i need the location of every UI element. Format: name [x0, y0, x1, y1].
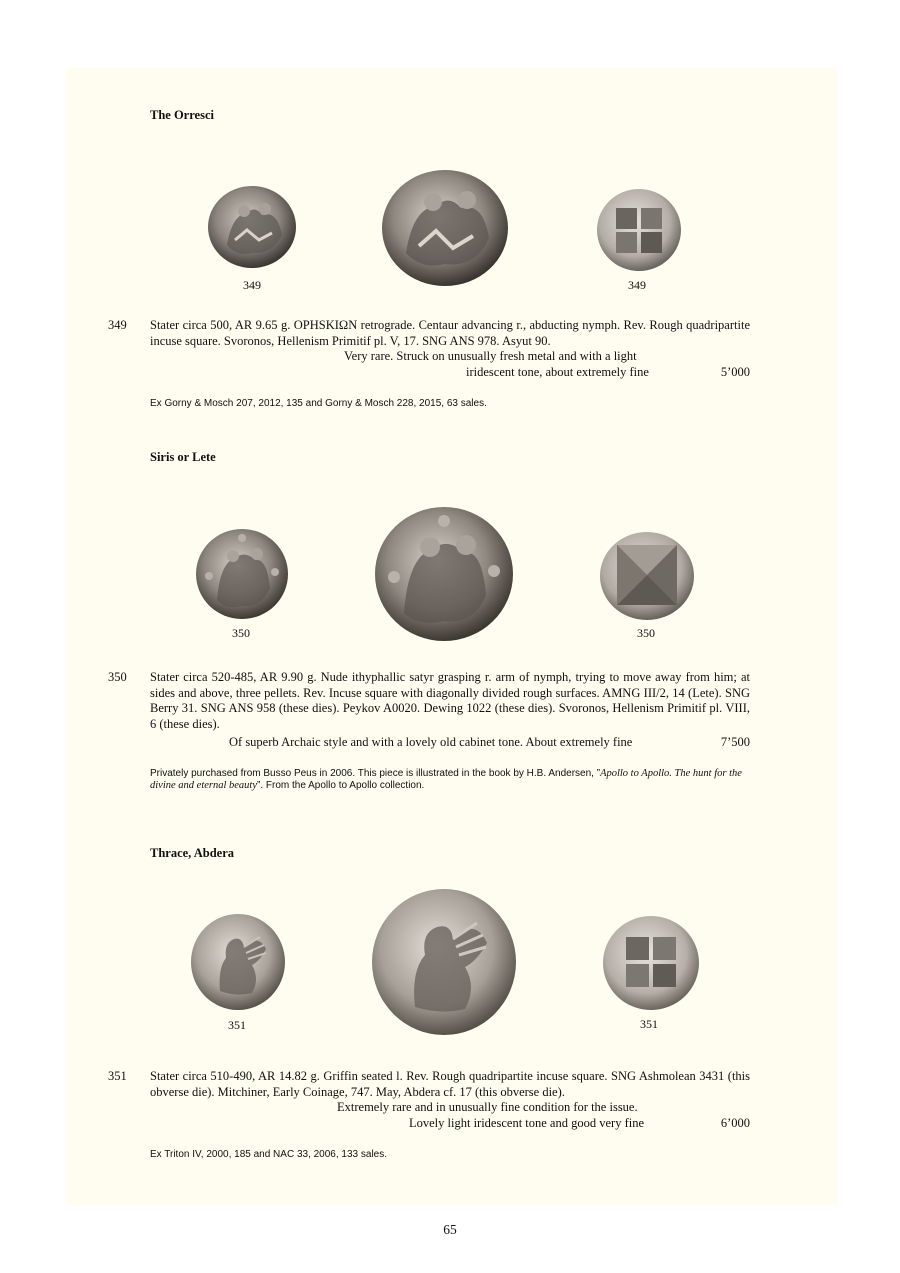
lot-grade: Lovely light iridescent tone and good very fine	[409, 1116, 645, 1130]
lot-estimate: 6’000	[720, 1116, 750, 1130]
coin-obverse-large-351-icon	[371, 887, 517, 1037]
lot-number: 350	[108, 670, 127, 684]
coin-obverse-large-350-icon	[374, 505, 514, 643]
coin-caption: 351	[640, 1017, 658, 1031]
coin-reverse-351-icon	[602, 915, 700, 1011]
coin-caption: 349	[628, 278, 646, 292]
coin-caption: 351	[228, 1018, 246, 1032]
section-heading-siris-lete: Siris or Lete	[150, 450, 216, 464]
coin-obverse-small-351-icon	[190, 913, 286, 1011]
lot-number: 351	[108, 1069, 127, 1083]
coin-caption: 349	[243, 278, 261, 292]
lot-grade: iridescent tone, about extremely fine	[466, 365, 649, 379]
coin-obverse-small-349-icon	[207, 185, 297, 269]
lot-estimate: 5’000	[720, 365, 750, 379]
coin-reverse-349-icon	[596, 188, 682, 272]
coin-reverse-350-icon	[599, 531, 695, 621]
provenance-text: Privately purchased from Busso Peus in 2006. This piece is illustrated in the book by H.B. Andersen, ”	[150, 768, 601, 779]
coin-caption: 350	[637, 626, 655, 640]
provenance-text: ”. From the Apollo to Apollo collection.	[257, 779, 425, 791]
lot-description: Stater circa 520-485, AR 9.90 g. Nude ithyphallic satyr grasping r. arm of nymph, trying to move away from him; at sides and above, three pellets. Rev. Incuse square with diagonally divided rough surfaces. AMNG III/2, 14 (Lete). SNG Berry 31. SNG ANS 958 (these dies). Peykov A0020. Dewing 1022 (these dies). Svoronos, Hellenism Primitif pl. VIII, 6 (these dies).	[150, 670, 750, 731]
page-number: 65	[443, 1222, 457, 1237]
section-heading-orresci: The Orresci	[150, 108, 214, 122]
coin-caption: 350	[232, 626, 250, 640]
coin-obverse-small-350-icon	[195, 528, 289, 620]
section-heading-thrace-abdera: Thrace, Abdera	[150, 846, 235, 860]
lot-grade: Of superb Archaic style and with a lovely old cabinet tone. About extremely fine	[229, 735, 633, 749]
coin-obverse-large-349-icon	[381, 168, 509, 288]
lot-provenance	[150, 768, 755, 791]
book-title: Apollo to Apollo. The hunt for the divine and eternal beauty	[150, 768, 742, 791]
lot-grade: Extremely rare and in unusually fine condition for the issue.	[337, 1100, 638, 1114]
lot-provenance: Ex Gorny & Mosch 207, 2012, 135 and Gorny & Mosch 228, 2015, 63 sales.	[150, 398, 487, 409]
lot-description: Stater circa 500, AR 9.65 g. OPHSKIΩN retrograde. Centaur advancing r., abducting nymph. Rev. Rough quadripartite incuse square. Svoronos, Hellenism Primitif pl. V, 17. SNG ANS 978. Asyut 90.	[150, 318, 750, 348]
lot-grade: Very rare. Struck on unusually fresh metal and with a light	[344, 349, 637, 363]
lot-provenance: Ex Triton IV, 2000, 185 and NAC 33, 2006, 133 sales.	[150, 1149, 388, 1160]
lot-number: 349	[108, 318, 127, 332]
lot-estimate: 7’500	[720, 735, 750, 749]
lot-description: Stater circa 510-490, AR 14.82 g. Griffin seated l. Rev. Rough quadripartite incuse square. SNG Ashmolean 3431 (this obverse die). Mitchiner, Early Coinage, 747. May, Abdera cf. 17 (this obverse die).	[150, 1069, 750, 1099]
